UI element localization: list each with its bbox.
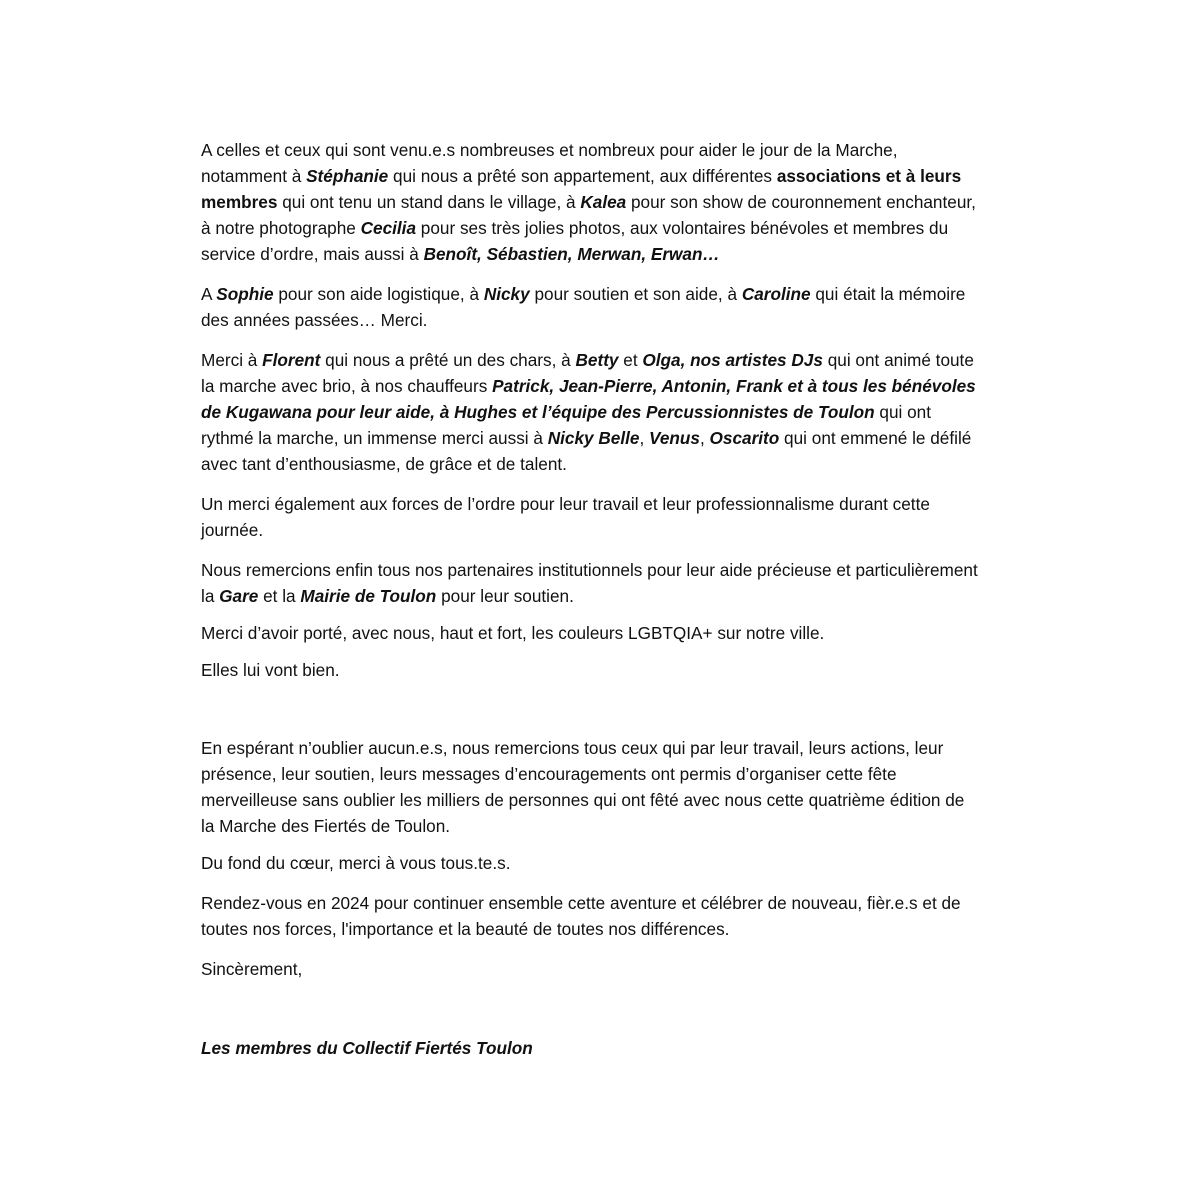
text-run: , — [639, 428, 650, 448]
text-run: , — [699, 428, 710, 448]
text-run: Rendez-vous en 2024 pour continuer ensemble cette aventure et célébrer de nouveau, fièr.e.s et de toutes nos forces, l'importance et la beauté de toutes nos différences. — [201, 893, 961, 939]
emphasis-run: Gare — [219, 586, 259, 606]
text-run: Merci à — [201, 350, 263, 370]
paragraph-colors — [201, 620, 981, 646]
paragraph-thanks-volunteers — [201, 137, 981, 267]
emphasis-run: Nicky Belle — [547, 428, 640, 448]
closing-salutation — [201, 956, 981, 982]
paragraph-thanks-police — [201, 491, 981, 543]
text-run: A celles et ceux qui sont venu.e.s nombreuses et nombreux pour aider le jour de la Marche, notamment à — [201, 140, 898, 186]
paragraph-thanks-everyone — [201, 735, 981, 839]
text-run: Merci d’avoir porté, avec nous, haut et fort, les couleurs LGBTQIA+ sur notre ville. — [201, 623, 825, 643]
emphasis-run: Kalea — [580, 192, 627, 212]
emphasis-run: Nicky — [483, 284, 530, 304]
emphasis-run: Olga, nos artistes DJs — [642, 350, 823, 370]
emphasis-run: Caroline — [741, 284, 811, 304]
emphasis-run: associations et à leurs membres — [201, 166, 962, 212]
emphasis-run: Stéphanie — [306, 166, 389, 186]
text-run: qui ont tenu un stand dans le village, à — [277, 192, 581, 212]
emphasis-run: Les membres du Collectif Fiertés Toulon — [201, 1038, 533, 1058]
paragraph-thanks-partners — [201, 557, 981, 609]
emphasis-run: Benoît, Sébastien, Merwan, Erwan… — [423, 244, 720, 264]
text-run: Sincèrement, — [201, 959, 303, 979]
emphasis-run: Patrick, Jean-Pierre, Antonin, Frank et à tous les bénévoles de Kugawana pour leur aide, à Hughes et l’équipe des Percussionnistes de Toulon — [201, 376, 976, 422]
text-run: qui était la mémoire des années passées… Merci. — [201, 284, 966, 330]
text-run: En espérant n’oublier aucun.e.s, nous remercions tous ceux qui par leur travail, leurs actions, leur présence, leur soutien, leurs messages d’encouragements ont permis d’organiser cette fête merveilleuse sans oublier les milliers de personnes qui ont fêté avec nous cette quatrième édition de la Marche des Fiertés de Toulon. — [201, 738, 965, 836]
paragraph-elles-lui-vont-bien — [201, 657, 981, 683]
text-run: Nous remercions enfin tous nos partenaires institutionnels pour leur aide précieuse et particulièrement la — [201, 560, 978, 606]
text-run: pour ses très jolies photos, aux volontaires bénévoles et membres du service d’ordre, mais aussi à — [201, 218, 949, 264]
emphasis-run: Sophie — [216, 284, 274, 304]
text-run: qui ont emmené le défilé avec tant d’enthousiasme, de grâce et de talent. — [201, 428, 972, 474]
text-run: A — [201, 284, 217, 304]
emphasis-run: Oscarito — [709, 428, 780, 448]
text-run: pour son show de couronnement enchanteur, à notre photographe — [201, 192, 976, 238]
paragraph-rendez-vous-2024 — [201, 890, 981, 942]
text-run: qui ont animé toute la marche avec brio, à nos chauffeurs — [201, 350, 974, 396]
text-run: qui ont rythmé la marche, un immense merci aussi à — [201, 402, 932, 448]
text-run: pour leur soutien. — [436, 586, 574, 606]
paragraph-merci-coeur — [201, 850, 981, 876]
emphasis-run: Betty — [575, 350, 619, 370]
text-run: qui nous a prêté son appartement, aux différentes — [388, 166, 777, 186]
text-run: Du fond du cœur, merci à vous tous.te.s. — [201, 853, 511, 873]
emphasis-run: Mairie de Toulon — [300, 586, 437, 606]
letter-body — [201, 137, 981, 1061]
text-run: Un merci également aux forces de l’ordre pour leur travail et leur professionnalisme durant cette journée. — [201, 494, 930, 540]
emphasis-run: Cecilia — [360, 218, 417, 238]
text-run: et la — [258, 586, 301, 606]
text-run: pour son aide logistique, à — [273, 284, 484, 304]
paragraph-thanks-logistics — [201, 281, 981, 333]
text-run: pour soutien et son aide, à — [529, 284, 742, 304]
text-run: qui nous a prêté un des chars, à — [320, 350, 576, 370]
emphasis-run: Venus — [649, 428, 700, 448]
emphasis-run: Florent — [262, 350, 321, 370]
text-run: Elles lui vont bien. — [201, 660, 340, 680]
paragraph-thanks-artists — [201, 347, 981, 477]
text-run: et — [618, 350, 643, 370]
signature — [201, 1035, 981, 1061]
